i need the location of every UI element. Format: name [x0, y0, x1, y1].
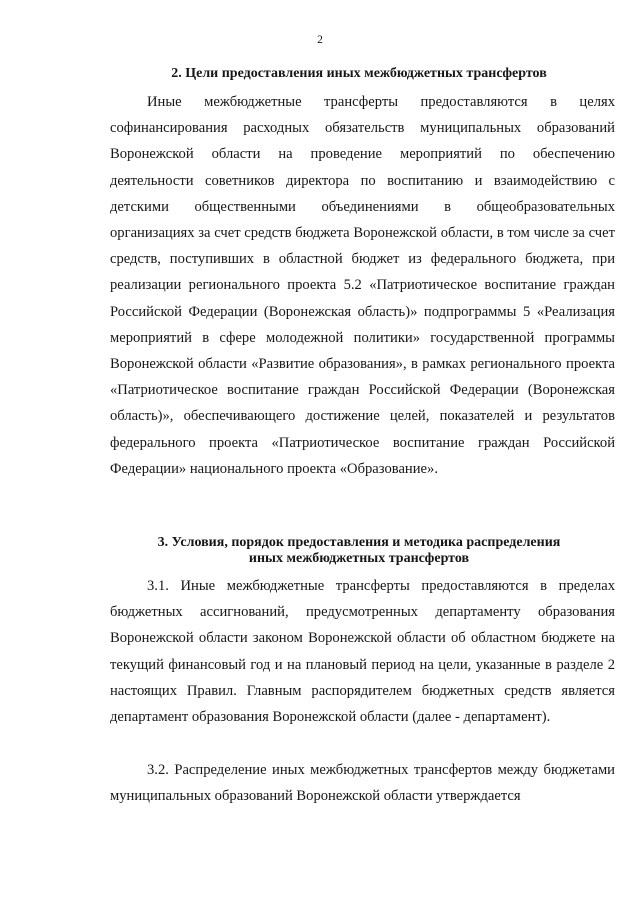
section-3-heading-line-1: 3. Условия, порядок предоставления и методика распределения	[157, 535, 561, 550]
section-2-paragraph: Иные межбюджетные трансферты предоставляются в целях софинансирования расходных обязательств муниципальных образований Воронежской области на проведение мероприятий по обеспечению деятельности советников директора по воспитанию и взаимодействию с детскими общественными объединениями в общеобразовательных организациях за счет средств бюджета Воронежской области, в том числе за счет средств, поступивших в областной бюджет из федерального бюджета, при реализации регионального проекта 5.2 «Патриотическое воспитание граждан Российской Федерации (Воронежская область)» подпрограммы 5 «Реализация мероприятий в сфере молодежной политики» государственной программы Воронежской области «Развитие образования», в рамках регионального проекта «Патриотическое воспитание граждан Российской Федерации (Воронежская область)», обеспечивающего достижение целей, показателей и результатов федерального проекта «Патриотическое воспитание граждан Российской Федерации» национального проекта «Образование».	[110, 94, 615, 477]
paragraph-3-2: 3.2. Распределение иных межбюджетных трансфертов между бюджетами муниципальных образований Воронежской области утверждается	[110, 762, 615, 805]
page-number: 2	[317, 34, 323, 46]
section-3-heading	[114, 535, 604, 567]
section-2-heading: 2. Цели предоставления иных межбюджетных трансфертов	[171, 66, 547, 81]
paragraph-3-1: 3.1. Иные межбюджетные трансферты предоставляются в пределах бюджетных ассигнований, предусмотренных департаменту образования Воронежской области законом Воронежской области об областном бюджете на текущий финансовый год и на плановый период на цели, указанные в разделе 2 настоящих Правил. Главным распорядителем бюджетных средств является департамент образования Воронежской области (далее - департамент).	[110, 578, 615, 726]
section-3-heading-line-2: иных межбюджетных трансфертов	[248, 551, 470, 566]
